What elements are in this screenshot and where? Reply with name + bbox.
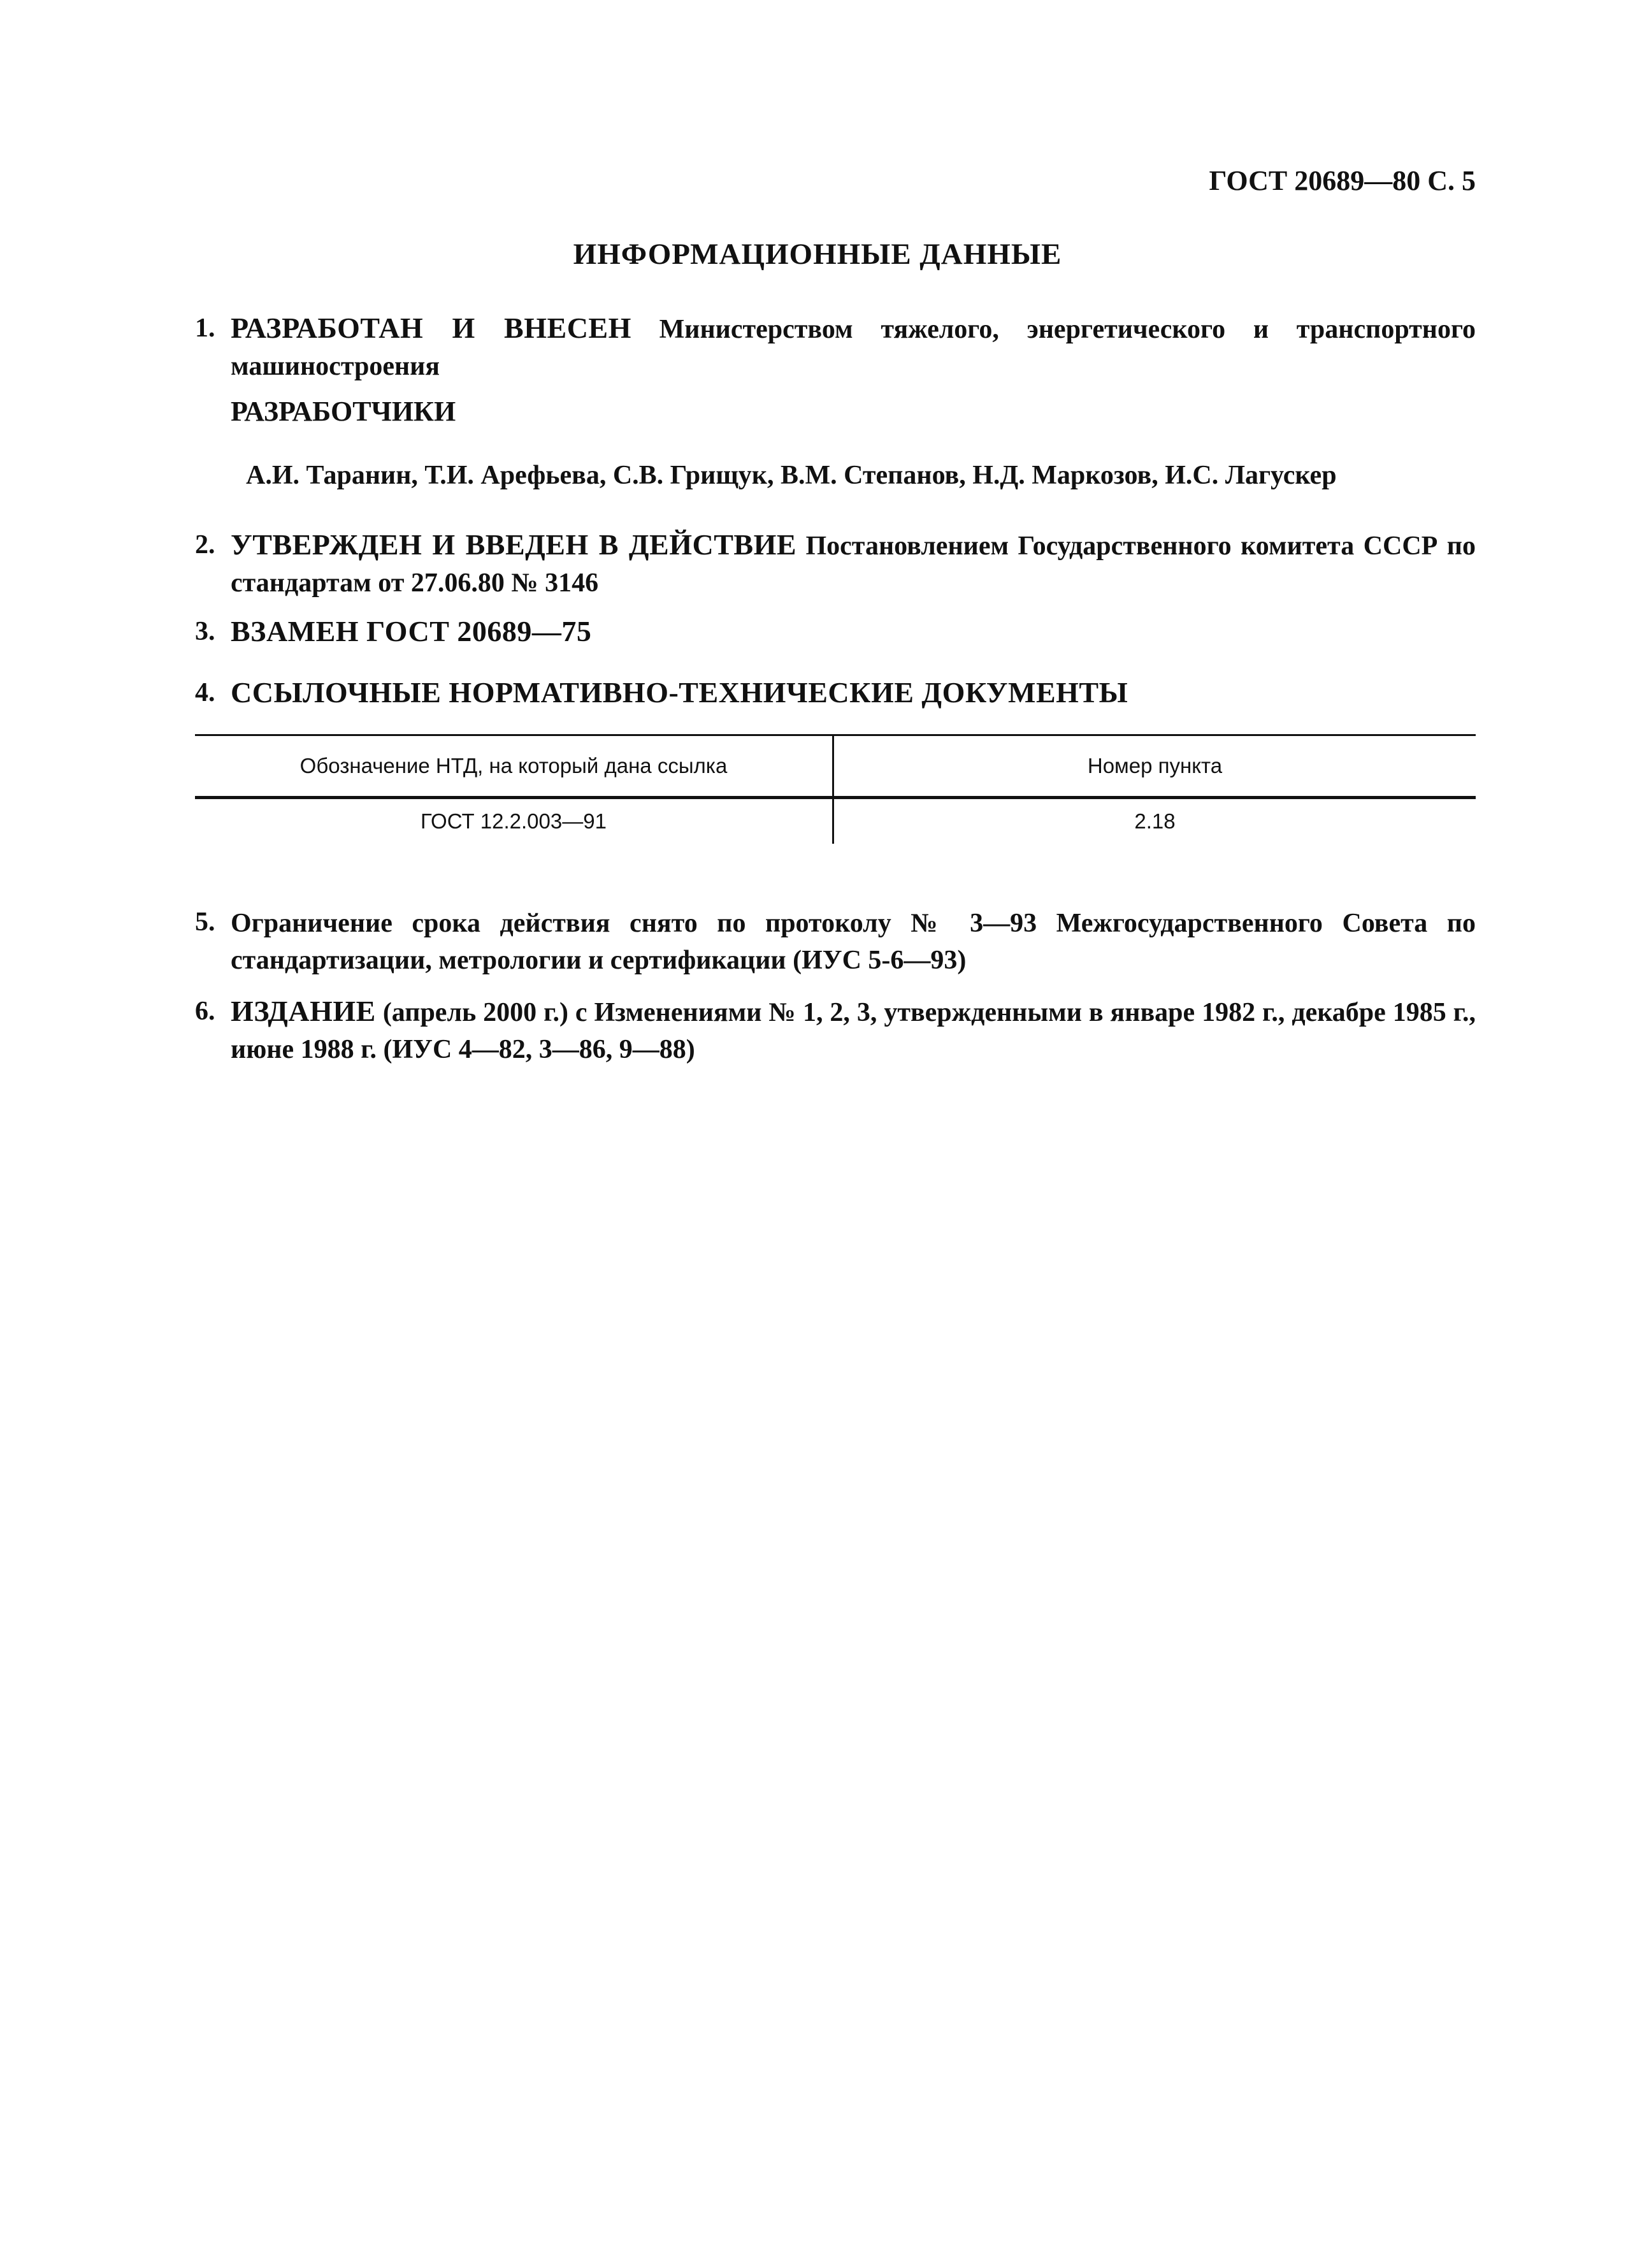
item-number: 1. [195,314,215,343]
item-body [231,526,1476,602]
info-item-3 [195,613,1476,651]
reference-table [195,734,1476,844]
item-text: Министерством тяжелого, энергетического и транспортного машиностроения [231,315,1476,381]
item-number: 3. [195,617,215,646]
info-item-1 [195,310,1476,385]
item-number: 2. [195,530,215,560]
item-lead: ССЫЛОЧНЫЕ НОРМАТИВНО-ТЕХНИЧЕСКИЕ ДОКУМЕНТЫ [231,676,1128,709]
table-header-row [195,735,1476,798]
item-lead: ВЗАМЕН ГОСТ 20689—75 [231,615,592,647]
table-cell-designation: ГОСТ 12.2.003—91 [195,798,833,844]
item-lead: УТВЕРЖДЕН И ВВЕДЕН В ДЕЙСТВИЕ [231,528,797,561]
column-header-clause: Номер пункта [833,735,1476,798]
table-cell-clause: 2.18 [1134,809,1176,833]
item-number: 4. [195,678,215,707]
column-header-designation: Обозначение НТД, на который дана ссылка [195,735,833,798]
developers-heading: РАЗРАБОТЧИКИ [231,396,456,427]
item-body [231,993,1476,1068]
info-item-6 [195,993,1476,1068]
item-body [231,613,1476,651]
info-item-5 [195,904,1476,979]
page-title: ИНФОРМАЦИОННЫЕ ДАННЫЕ [573,238,1062,271]
item-text: Ограничение срока действия снято по протоколу № 3—93 Межгосударственного Совета по стандартизации, метрологии и сертификации (ИУС 5-6—93) [231,909,1476,975]
item-text: (апрель 2000 г.) с Изменениями № 1, 2, 3, утвержденными в январе 1982 г., декабре 1985 г., июне 1988 г. (ИУС 4—82, 3—86, 9—88) [231,998,1476,1064]
table-row [195,798,1476,844]
item-body [231,310,1476,385]
item-text: Постановлением Государственного комитета СССР по стандартам от 27.06.80 № 3146 [231,531,1476,598]
item-lead: РАЗРАБОТАН И ВНЕСЕН [231,312,631,344]
item-number: 5. [195,907,215,937]
item-body [231,904,1476,979]
item-number: 6. [195,997,215,1026]
info-item-2 [195,526,1476,602]
developers-list: А.И. Таранин, Т.И. Арефьева, С.В. Грищук, В.М. Степанов, Н.Д. Маркозов, И.С. Лагускер [246,461,1337,490]
item-lead: ИЗДАНИЕ [231,995,376,1027]
document-reference: ГОСТ 20689—80 С. 5 [1209,165,1476,196]
info-item-4 [195,674,1476,712]
item-body [231,674,1476,712]
